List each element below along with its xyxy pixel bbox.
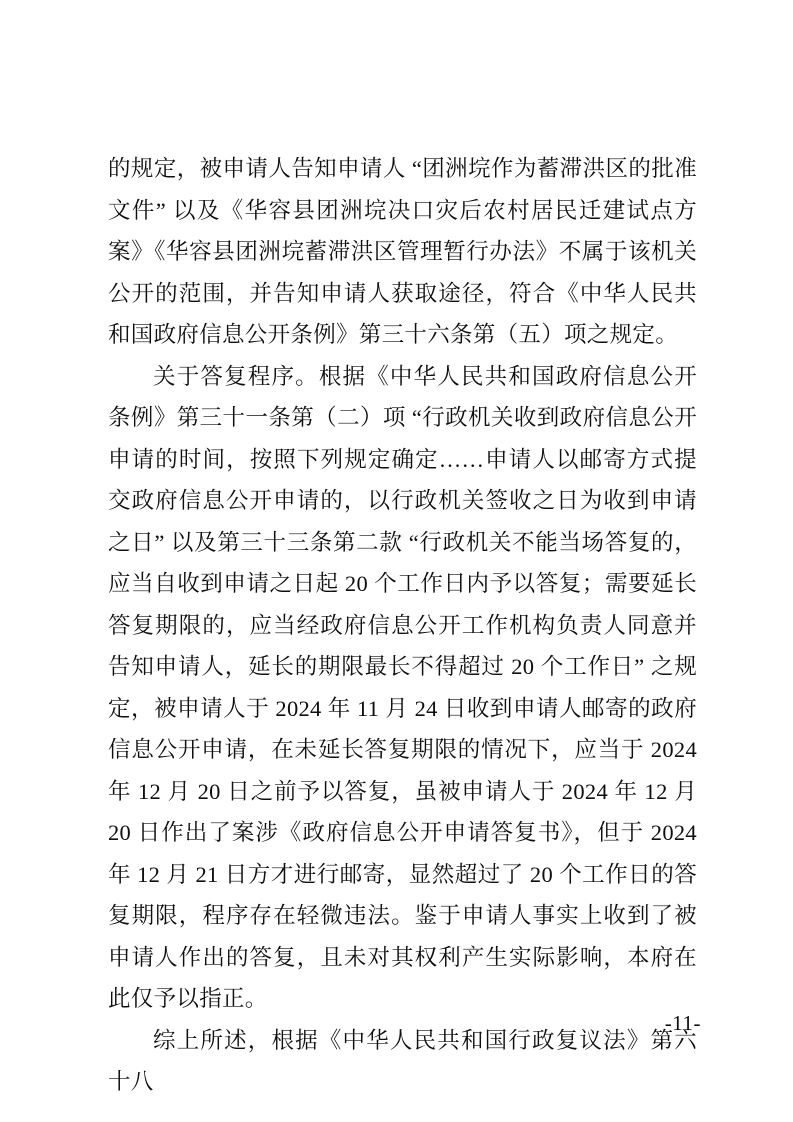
paragraph-2: 关于答复程序。根据《中华人民共和国政府信息公开条例》第三十一条第（二）项 “行政机关收到政府信息公开申请的时间，按照下列规定确定……申请人以邮寄方式提交政府信息公开申请的，以行政机关签收之日为收到申请之日” 以及第三十三条第二款 “行政机关不能当场答复的，应当自收到申请之日起 20 个工作日内予以答复；需要延长答复期限的，应当经政府信息公开工作机构负责人同意并告知申请人，延长的期限最长不得超过 20 个工作日” 之规定，被申请人于 2024 年 11 月 24 日收到申请人邮寄的政府信息公开申请，在未延长答复期限的情况下，应当于 2024 年 12 月 20 日之前予以答复，虽被申请人于 2024 年 12 月 20 日作出了案涉《政府信息公开申请答复书》，但于 2024 年 12 月 21 日方才进行邮寄，显然超过了 20 个工作日的答复期限，程序存在轻微违法。鉴于申请人事实上收到了被申请人作出的答复，且未对其权利产生实际影响，本府在此仅予以指正。 (108, 363, 697, 1011)
paragraph-1: 的规定，被申请人告知申请人 “团洲垸作为蓄滞洪区的批准文件” 以及《华容县团洲垸决口灾后农村居民迁建试点方案》《华容县团洲垸蓄滞洪区管理暂行办法》不属于该机关公开的范围，并告知申请人获取途径，符合《中华人民共和国政府信息公开条例》第三十六条第（五）项之规定。 (108, 156, 697, 347)
document-body (108, 148, 697, 1103)
page-number: -11- (664, 1011, 701, 1035)
paragraph-3: 综上所述，根据《中华人民共和国行政复议法》第六十八 (108, 1027, 697, 1094)
